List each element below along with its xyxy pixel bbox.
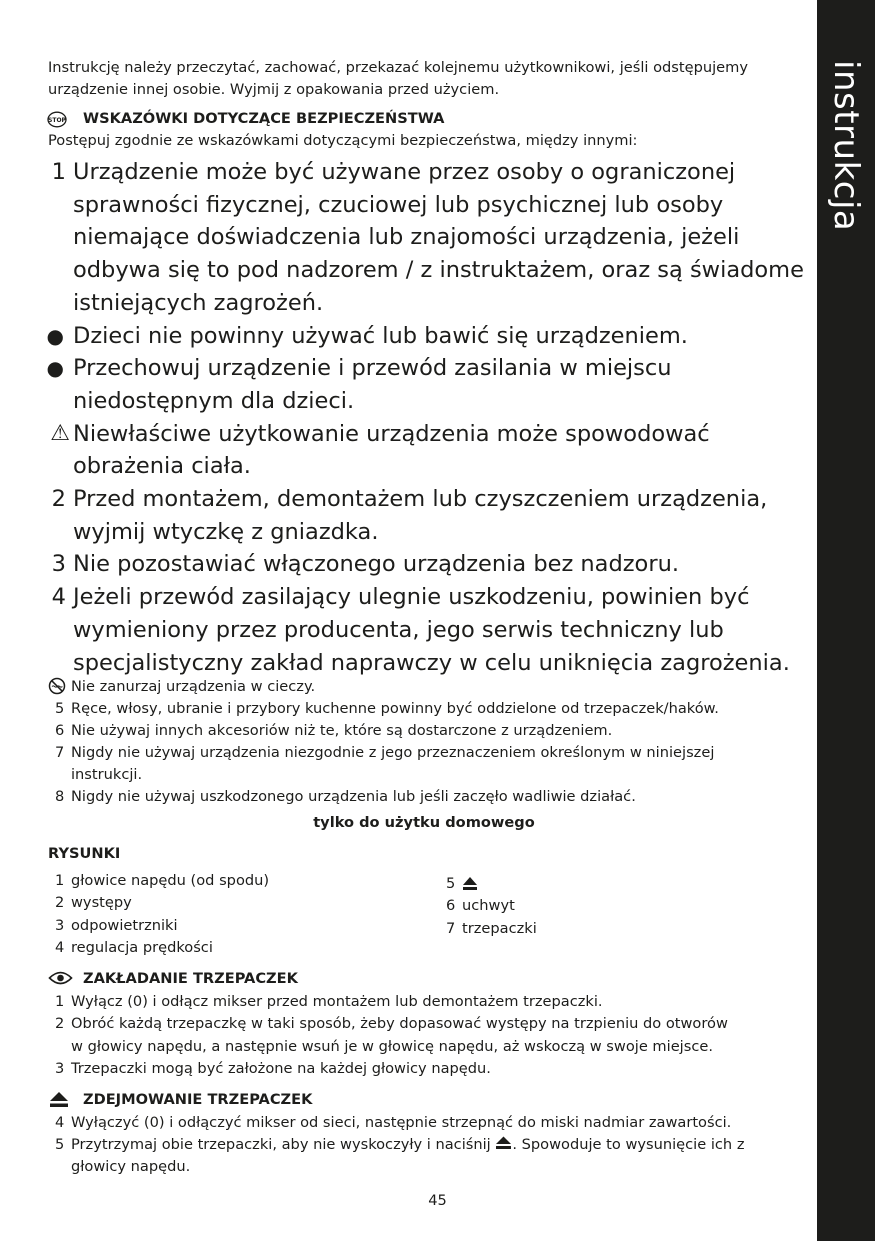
safety-subheading: Postępuj zgodnie ze wskazówkami dotyczącymi bezpieczeństwa, między innymi: xyxy=(48,132,638,149)
item-number: 7 xyxy=(55,744,65,761)
safety-item-text: niemające doświadczenia lub znajomości urządzenia, jeżeli xyxy=(73,224,740,251)
safety-item-text: Dzieci nie powinny używać lub bawić się urządzeniem. xyxy=(73,322,688,349)
removing-step-number: 5 xyxy=(55,1136,65,1153)
safety-item-text: Urządzenie może być używane przez osoby o ograniczonej xyxy=(73,159,736,185)
figure-label: regulacja prędkości xyxy=(71,938,213,956)
eye-icon xyxy=(48,970,73,986)
step-text: Obróć każdą trzepaczkę w taki sposób, żeby dopasować występy na trzpieniu do otworów xyxy=(71,1015,728,1033)
safety-item-text: Ręce, włosy, ubranie i przybory kuchenne powinny być oddzielone od trzepaczek/haków. xyxy=(71,700,719,717)
eject-icon xyxy=(462,876,478,891)
warning-icon: ⚠ xyxy=(50,420,70,446)
removing-step-4: Wyłączyć (0) i odłączyć mikser od sieci, następnie strzepnąć do miski nadmiar zawartości. xyxy=(71,1114,732,1131)
safety-item-text: niedostępnym dla dzieci. xyxy=(73,387,355,414)
no-immerse-icon xyxy=(48,677,66,695)
bullet: ● xyxy=(46,356,64,381)
step-number: 1 xyxy=(55,993,65,1010)
removing-step-5-end: . Spowoduje to wysunięcie ich z xyxy=(512,1136,745,1153)
item-number: 4 xyxy=(51,584,66,611)
safety-item-text: instrukcji. xyxy=(71,766,143,783)
bullet: ● xyxy=(46,323,64,348)
figure-label: uchwyt xyxy=(462,897,515,915)
figure-number: 7 xyxy=(446,919,456,937)
safety-item-text: Nigdy nie używaj uszkodzonego urządzenia lub jeśli zaczęło wadliwie działać. xyxy=(71,788,636,805)
step-text: Trzepaczki mogą być założone na każdej głowicy napędu. xyxy=(71,1059,491,1077)
safety-item-text: Przed montażem, demontażem lub czyszczeniem urządzenia, xyxy=(73,486,768,512)
safety-item-text: obrażenia ciała. xyxy=(73,453,251,480)
figure-label: odpowietrzniki xyxy=(71,916,178,934)
figures-heading: RYSUNKI xyxy=(48,845,121,862)
step-number: 3 xyxy=(55,1059,65,1077)
removing-step-5 xyxy=(71,1134,744,1156)
safety-item-text: sprawności fizycznej, czuciowej lub psychicznej lub osoby xyxy=(73,191,724,218)
safety-item-text: specjalistyczny zakład naprawczy w celu uniknięcia zagrożenia. xyxy=(73,649,790,676)
stop-icon xyxy=(47,111,67,128)
item-number: 8 xyxy=(55,788,65,805)
item-number: 3 xyxy=(51,551,66,578)
safety-item-text: istniejących zagrożeń. xyxy=(73,289,324,316)
removing-heading: ZDEJMOWANIE TRZEPACZEK xyxy=(83,1091,313,1108)
safety-item-text: wymieniony przez producenta, jego serwis techniczny lub xyxy=(73,616,724,643)
figure-number: 2 xyxy=(55,894,65,912)
safety-item-text: Jeżeli przewód zasilający ulegnie uszkodzeniu, powinien być xyxy=(73,584,750,611)
removing-step-5-start: Przytrzymaj obie trzepaczki, aby nie wyskoczyły i naciśnij xyxy=(71,1136,491,1153)
item-number: 1 xyxy=(51,159,66,185)
safety-heading: WSKAZÓWKI DOTYCZĄCE BEZPIECZEŃSTWA xyxy=(83,110,445,127)
safety-item-text: Niewłaściwe użytkowanie urządzenia może spowodować xyxy=(73,420,710,447)
figure-number: 5 xyxy=(446,875,456,892)
step-number: 2 xyxy=(55,1015,65,1033)
eject-icon xyxy=(495,1136,512,1150)
item-number: 2 xyxy=(51,486,66,512)
stop-icon-text: STOP xyxy=(48,117,66,124)
figure-label: występy xyxy=(71,894,132,912)
safety-item-text: Nigdy nie używaj urządzenia niezgodnie z jego przeznaczeniem określonym w niniejszej xyxy=(71,744,715,761)
item-number: 6 xyxy=(55,722,65,739)
figure-label: trzepaczki xyxy=(462,919,537,937)
fitting-heading: ZAKŁADANIE TRZEPACZEK xyxy=(83,970,298,987)
safety-item-text: Nie pozostawiać włączonego urządzenia bez nadzoru. xyxy=(73,551,679,578)
side-tab-label: instrukcja xyxy=(826,60,866,232)
figure-number: 1 xyxy=(55,872,65,889)
safety-item-text: wyjmij wtyczkę z gniazdka. xyxy=(73,518,379,545)
removing-step-number: 4 xyxy=(55,1114,65,1131)
intro-line-2: urządzenie innej osobie. Wyjmij z opakowania przed użyciem. xyxy=(48,81,500,98)
household-use-note: tylko do użytku domowego xyxy=(313,814,535,831)
safety-item-text: odbywa się to pod nadzorem / z instruktażem, oraz są świadome xyxy=(73,257,804,284)
figure-number: 3 xyxy=(55,916,65,934)
step-text: w głowicy napędu, a następnie wsuń je w głowicę napędu, aż wskoczą w swoje miejsce. xyxy=(71,1037,713,1055)
eject-icon xyxy=(49,1091,69,1108)
figure-number: 6 xyxy=(446,897,456,915)
page-number: 45 xyxy=(428,1192,447,1209)
figure-label: głowice napędu (od spodu) xyxy=(71,872,270,889)
safety-item-text: Przechowuj urządzenie i przewód zasilania w miejscu xyxy=(73,355,672,382)
item-number: 5 xyxy=(55,700,65,717)
step-text: Wyłącz (0) i odłącz mikser przed montażem lub demontażem trzepaczki. xyxy=(71,993,603,1010)
intro-line-1: Instrukcję należy przeczytać, zachować, przekazać kolejnemu użytkownikowi, jeśli odstępujemy xyxy=(48,59,748,76)
safety-item-text: Nie używaj innych akcesoriów niż te, które są dostarczone z urządzeniem. xyxy=(71,722,613,739)
safety-item-text: Nie zanurzaj urządzenia w cieczy. xyxy=(71,678,316,695)
figure-number: 4 xyxy=(55,938,65,956)
removing-step-5-line-2: głowicy napędu. xyxy=(71,1158,191,1175)
